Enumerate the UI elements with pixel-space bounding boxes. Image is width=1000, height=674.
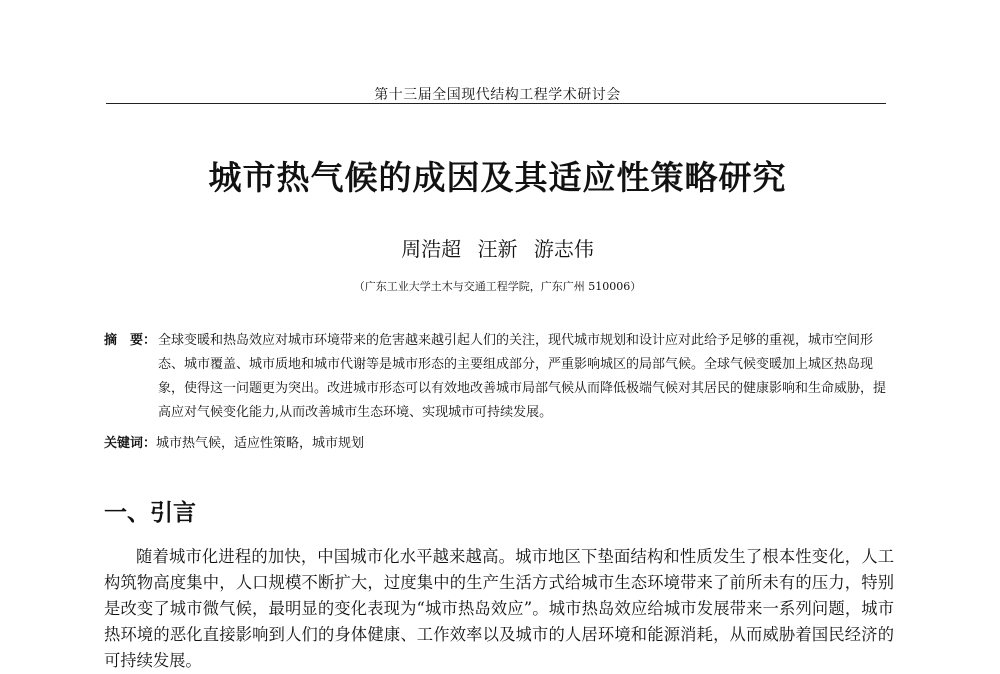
- abstract: [104, 329, 894, 425]
- author-name: 汪新: [477, 237, 518, 261]
- abstract-label: 摘 要：: [104, 333, 157, 348]
- header-rule: [106, 103, 886, 104]
- paper-title: 城市热气候的成因及其适应性策略研究: [208, 158, 787, 197]
- author-list: [110, 233, 885, 262]
- keywords: [104, 432, 894, 451]
- affiliation: （广东工业大学土木与交通工程学院，广东广州 510006）: [353, 280, 642, 293]
- section-heading: 一、引言: [104, 500, 196, 526]
- abstract-text: 全球变暖和热岛效应对城市环境带来的危害越来越引起人们的关注，现代城市规划和设计应对此给予足够的重视，城市空间形态、城市覆盖、城市质地和城市代谢等是城市形态的主要组成部分，严重影响城区的局部气候。全球气候变暖加上城区热岛现象，使得这一问题更为突出。改进城市形态可以有效地改善城市局部气候从而降低极端气候对其居民的健康影响和生命威胁，提高应对气候变化能力,从而改善城市生态环境、实现城市可持续发展。: [158, 333, 887, 420]
- keywords-label: 关键词：: [104, 436, 157, 451]
- keywords-text: 城市热气候，适应性策略，城市规划: [156, 436, 365, 451]
- intro-paragraph: 随着城市化进程的加快，中国城市化水平越来越高。城市地区下垫面结构和性质发生了根本性变化，人工构筑物高度集中，人口规模不断扩大，过度集中的生产生活方式给城市生态环境带来了前所未有的压力，特别是改变了城市微气候，最明显的变化表现为“城市热岛效应”。城市热岛效应给城市发展带来一系列问题，城市热环境的恶化直接影响到人们的身体健康、工作效率以及城市的人居环境和能源消耗，从而威胁着国民经济的可持续发展。: [104, 547, 894, 670]
- author-name: 周浩超: [401, 237, 462, 261]
- running-header: 第十三届全国现代结构工程学术研讨会: [374, 87, 621, 103]
- author-name: 游志伟: [533, 237, 594, 261]
